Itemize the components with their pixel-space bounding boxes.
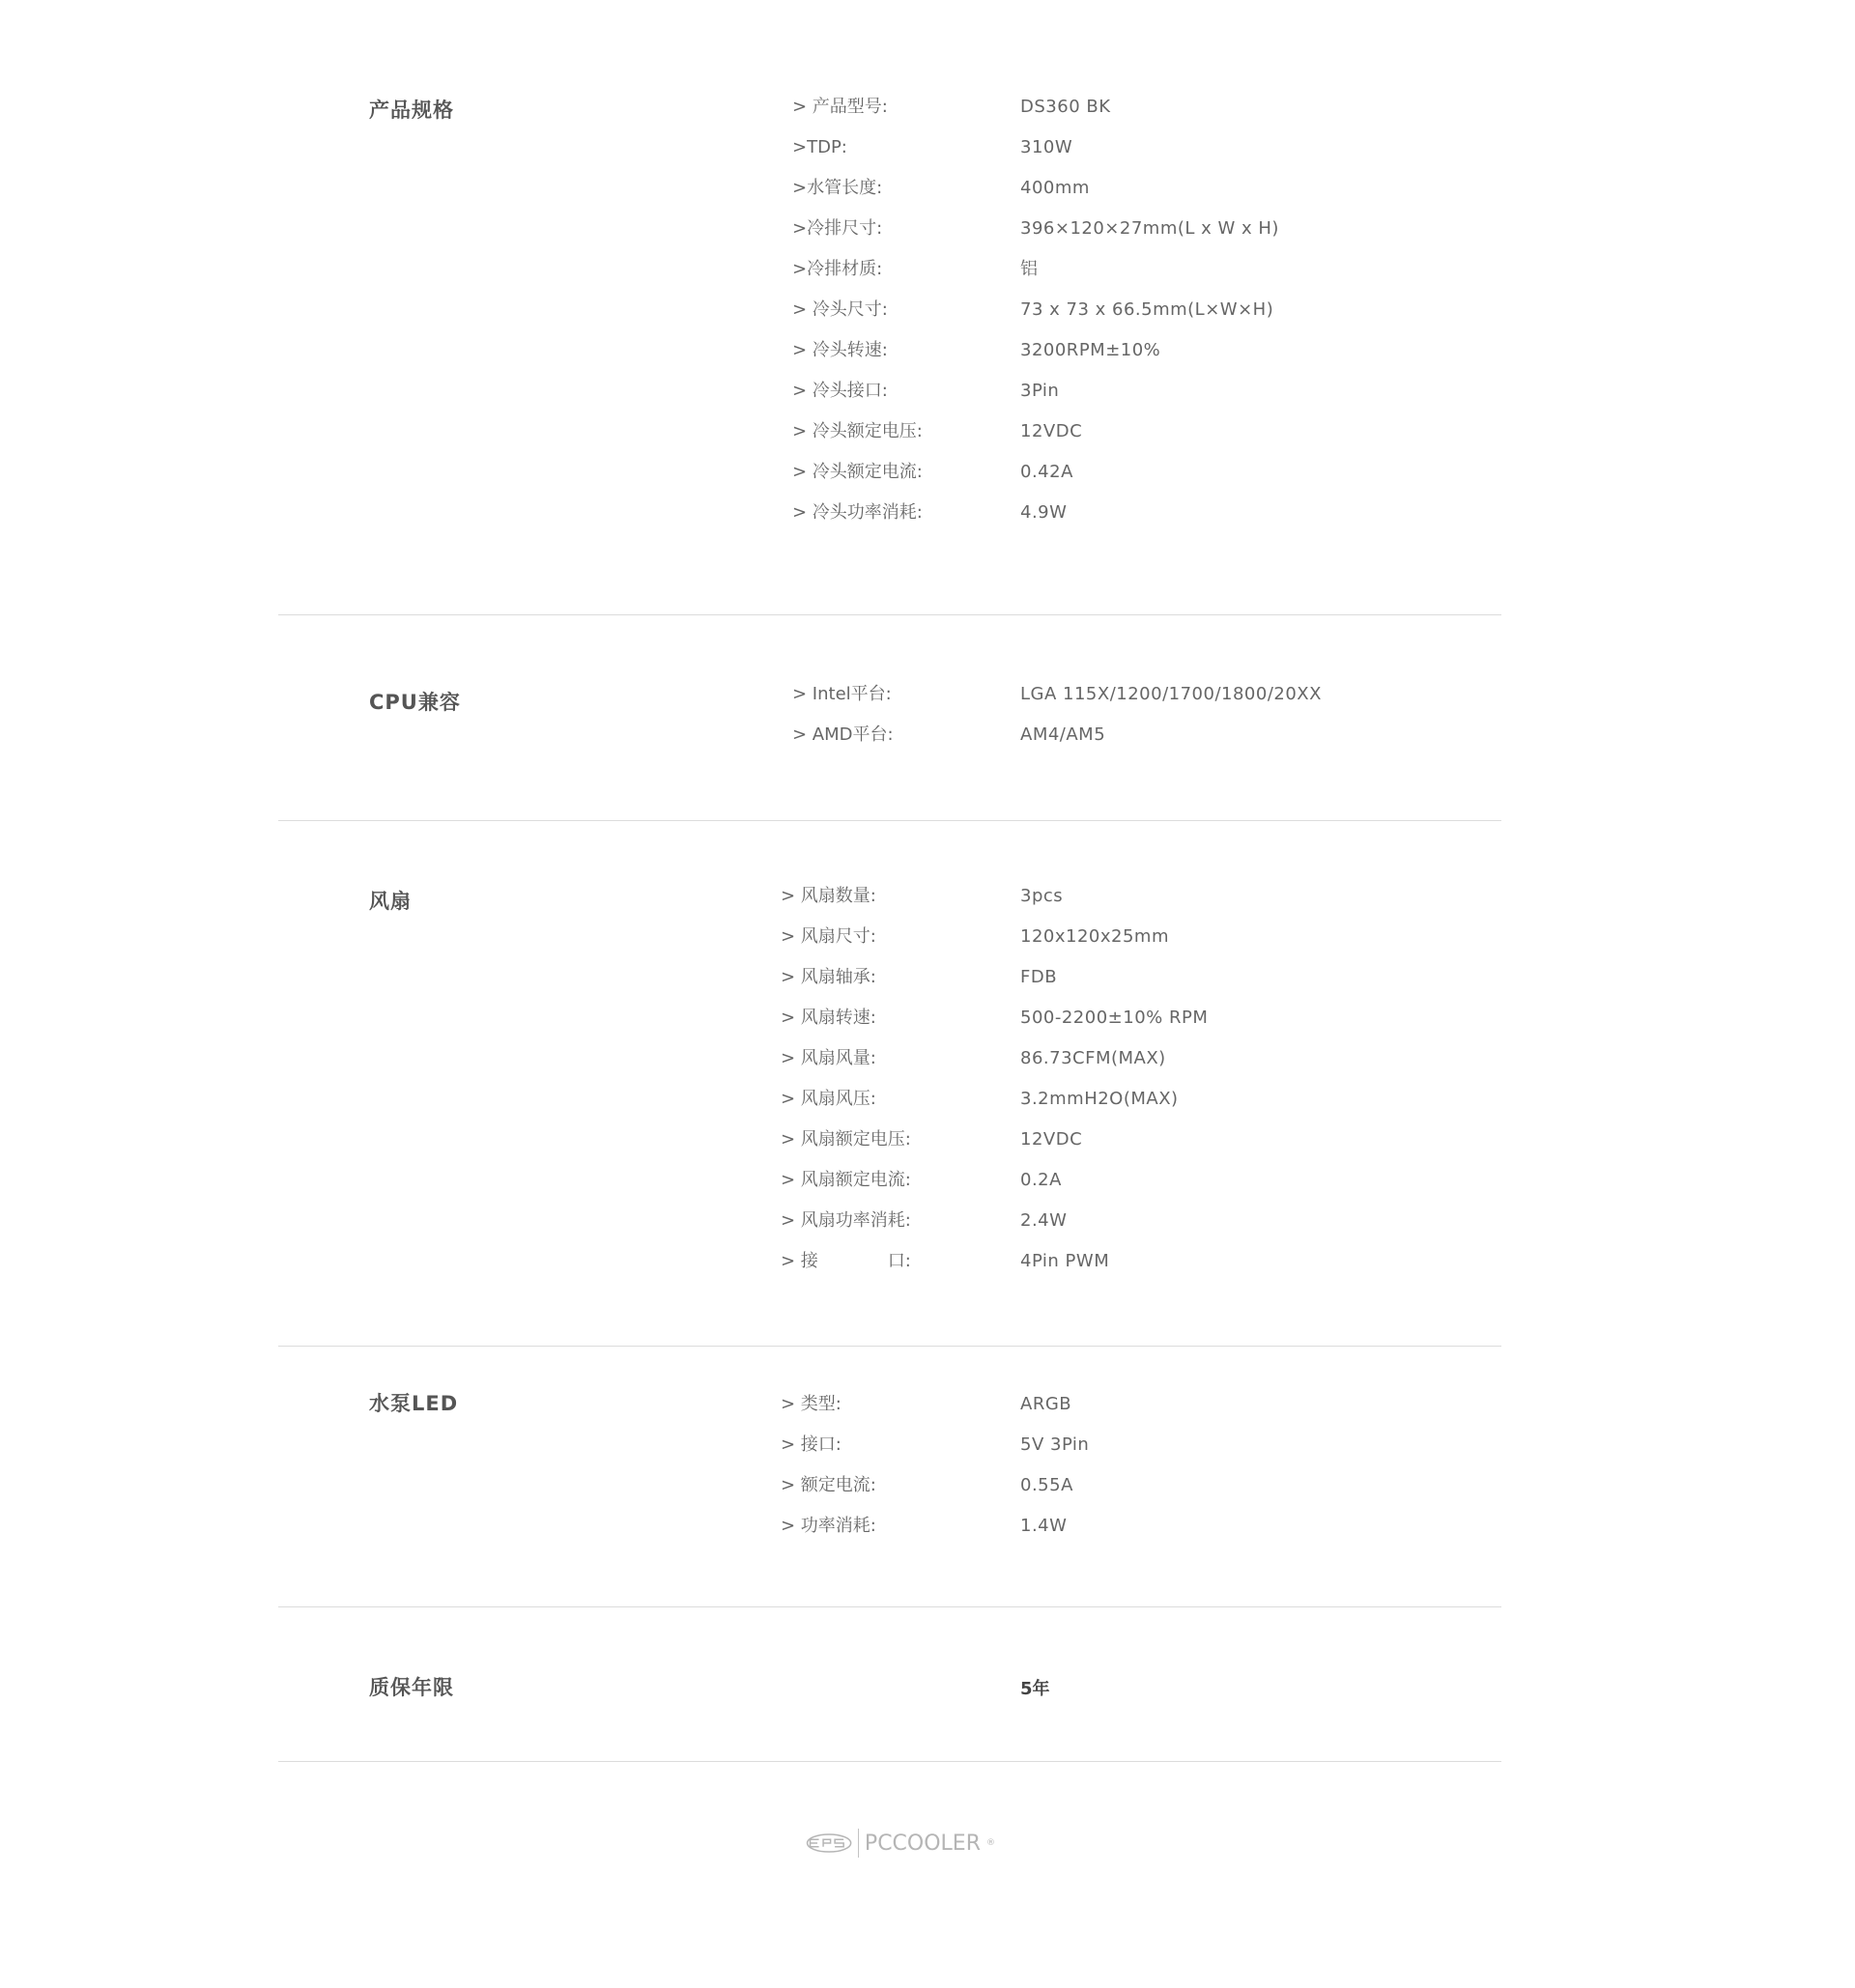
spec-label: > 接 口: <box>781 1251 911 1271</box>
spec-label: > 功率消耗: <box>781 1516 876 1536</box>
spec-value: 73 x 73 x 66.5mm(L×W×H) <box>1020 299 1274 320</box>
divider <box>278 614 1501 615</box>
spec-value: 5V 3Pin <box>1020 1434 1090 1455</box>
brand-logo <box>806 1826 995 1860</box>
spec-value: AM4/AM5 <box>1020 724 1106 745</box>
spec-value: 4.9W <box>1020 502 1068 523</box>
spec-value: 12VDC <box>1020 1129 1083 1150</box>
spec-label: >水管长度: <box>792 178 883 198</box>
section-title: 风扇 <box>369 890 412 913</box>
divider <box>278 820 1501 821</box>
spec-label: > 冷头额定电流: <box>792 462 923 482</box>
spec-value: 0.42A <box>1020 462 1073 482</box>
spec-label: > 冷头接口: <box>792 381 888 401</box>
spec-value: 铝 <box>1020 259 1039 279</box>
section-title: 产品规格 <box>369 99 454 122</box>
spec-label: >TDP: <box>792 137 847 157</box>
spec-label: >冷排尺寸: <box>792 218 883 239</box>
section-title: 水泵LED <box>369 1392 459 1415</box>
spec-label: >冷排材质: <box>792 259 883 279</box>
brand-name: PCCOOLER <box>864 1831 981 1856</box>
spec-label: > 冷头转速: <box>792 340 888 360</box>
spec-value: 500-2200±10% RPM <box>1020 1008 1209 1028</box>
spec-label: > 风扇轴承: <box>781 967 876 987</box>
spec-label: > 风扇功率消耗: <box>781 1210 911 1231</box>
warranty-value: 5年 <box>1020 1679 1050 1699</box>
spec-label: > 接口: <box>781 1434 842 1455</box>
registered-mark: ® <box>986 1838 995 1848</box>
spec-label: > 风扇额定电压: <box>781 1129 911 1150</box>
divider <box>278 1606 1501 1607</box>
logo-separator <box>858 1829 859 1858</box>
spec-label: > 风扇数量: <box>781 886 876 906</box>
spec-value: FDB <box>1020 967 1058 987</box>
spec-label: > 风扇风量: <box>781 1048 876 1068</box>
spec-value: 3200RPM±10% <box>1020 340 1161 360</box>
spec-value: 2.4W <box>1020 1210 1068 1231</box>
divider <box>278 1761 1501 1762</box>
spec-label: > AMD平台: <box>792 724 894 745</box>
spec-label: > Intel平台: <box>792 684 892 704</box>
spec-value: 86.73CFM(MAX) <box>1020 1048 1166 1068</box>
spec-value: 1.4W <box>1020 1516 1068 1536</box>
spec-value: 12VDC <box>1020 421 1083 441</box>
spec-value: 0.55A <box>1020 1475 1073 1495</box>
spec-label: > 冷头尺寸: <box>792 299 888 320</box>
spec-value: 396×120×27mm(L x W x H) <box>1020 218 1279 239</box>
spec-value: 3.2mmH2O(MAX) <box>1020 1089 1179 1109</box>
spec-label: > 风扇额定电流: <box>781 1170 911 1190</box>
section-title: 质保年限 <box>369 1676 454 1699</box>
spec-value: ARGB <box>1020 1394 1072 1414</box>
spec-value: 310W <box>1020 137 1073 157</box>
divider <box>278 1346 1501 1347</box>
spec-value: 3pcs <box>1020 886 1064 906</box>
spec-label: > 风扇转速: <box>781 1008 876 1028</box>
spec-label: > 额定电流: <box>781 1475 876 1495</box>
spec-label: > 类型: <box>781 1394 842 1414</box>
spec-value: 0.2A <box>1020 1170 1062 1190</box>
spec-value: 120x120x25mm <box>1020 926 1169 947</box>
spec-label: > 产品型号: <box>792 97 888 117</box>
spec-label: > 风扇风压: <box>781 1089 876 1109</box>
spec-label: > 冷头额定电压: <box>792 421 923 441</box>
spec-value: 4Pin PWM <box>1020 1251 1110 1271</box>
spec-label: > 风扇尺寸: <box>781 926 876 947</box>
spec-value: DS360 BK <box>1020 97 1111 117</box>
section-title: CPU兼容 <box>369 691 461 714</box>
eps-logo-icon <box>806 1829 852 1858</box>
spec-value: LGA 115X/1200/1700/1800/20XX <box>1020 684 1322 704</box>
spec-value: 400mm <box>1020 178 1090 198</box>
spec-label: > 冷头功率消耗: <box>792 502 923 523</box>
spec-value: 3Pin <box>1020 381 1060 401</box>
